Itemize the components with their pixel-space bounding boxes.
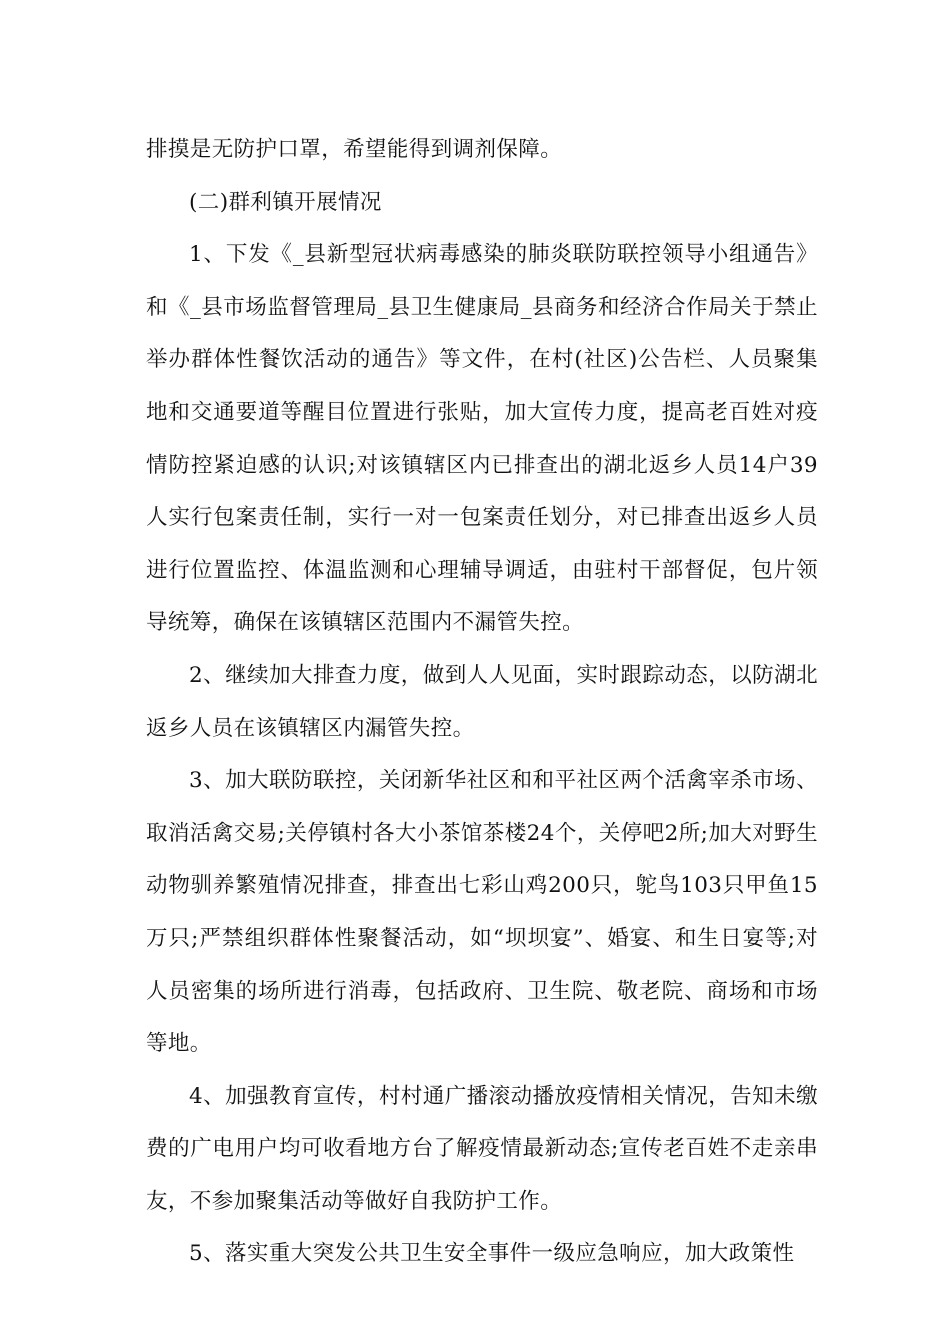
paragraph-item-1: 1、下发《_县新型冠状病毒感染的肺炎联防联控领导小组通告》和《_县市场监督管理局_县卫生健康局_县商务和经济合作局关于禁止举办群体性餐饮活动的通告》等文件，在村(社区)公告栏、人员聚集地和交通要道等醒目位置进行张贴，加大宣传力度，提高老百姓对疫情防控紧迫感的认识;对该镇辖区内已排查出的湖北返乡人员14户39人实行包案责任制，实行一对一包案责任划分，对已排查出返乡人员进行位置监控、体温监测和心理辅导调适，由驻村干部督促，包片领导统筹，确保在该镇辖区范围内不漏管失控。 [146, 242, 818, 636]
paragraph-item-5: 5、落实重大突发公共卫生安全事件一级应急响应，加大政策性 [189, 1241, 795, 1267]
paragraph-item-3: 3、加大联防联控，关闭新华社区和和平社区两个活禽宰杀市场、取消活禽交易;关停镇村各大小茶馆茶楼24个，关停吧2所;加大对野生动物驯养繁殖情况排查，排查出七彩山鸡200只，鸵鸟103只甲鱼15万只;严禁组织群体性聚餐活动，如“坝坝宴”、婚宴、和生日宴等;对人员密集的场所进行消毒，包括政府、卫生院、敬老院、商场和市场等地。 [146, 768, 818, 1057]
paragraph-continuation: 排摸是无防护口罩，希望能得到调剂保障。 [146, 137, 563, 162]
paragraph-item-2: 2、继续加大排查力度，做到人人见面，实时跟踪动态，以防湖北返乡人员在该镇辖区内漏管失控。 [146, 662, 818, 741]
paragraph-item-4: 4、加强教育宣传，村村通广播滚动播放疫情相关情况，告知未缴费的广电用户均可收看地方台了解疫情最新动态;宣传老百姓不走亲串友，不参加聚集活动等做好自我防护工作。 [146, 1083, 818, 1214]
section-heading: (二)群利镇开展情况 [189, 189, 382, 215]
document-body [146, 124, 818, 1281]
